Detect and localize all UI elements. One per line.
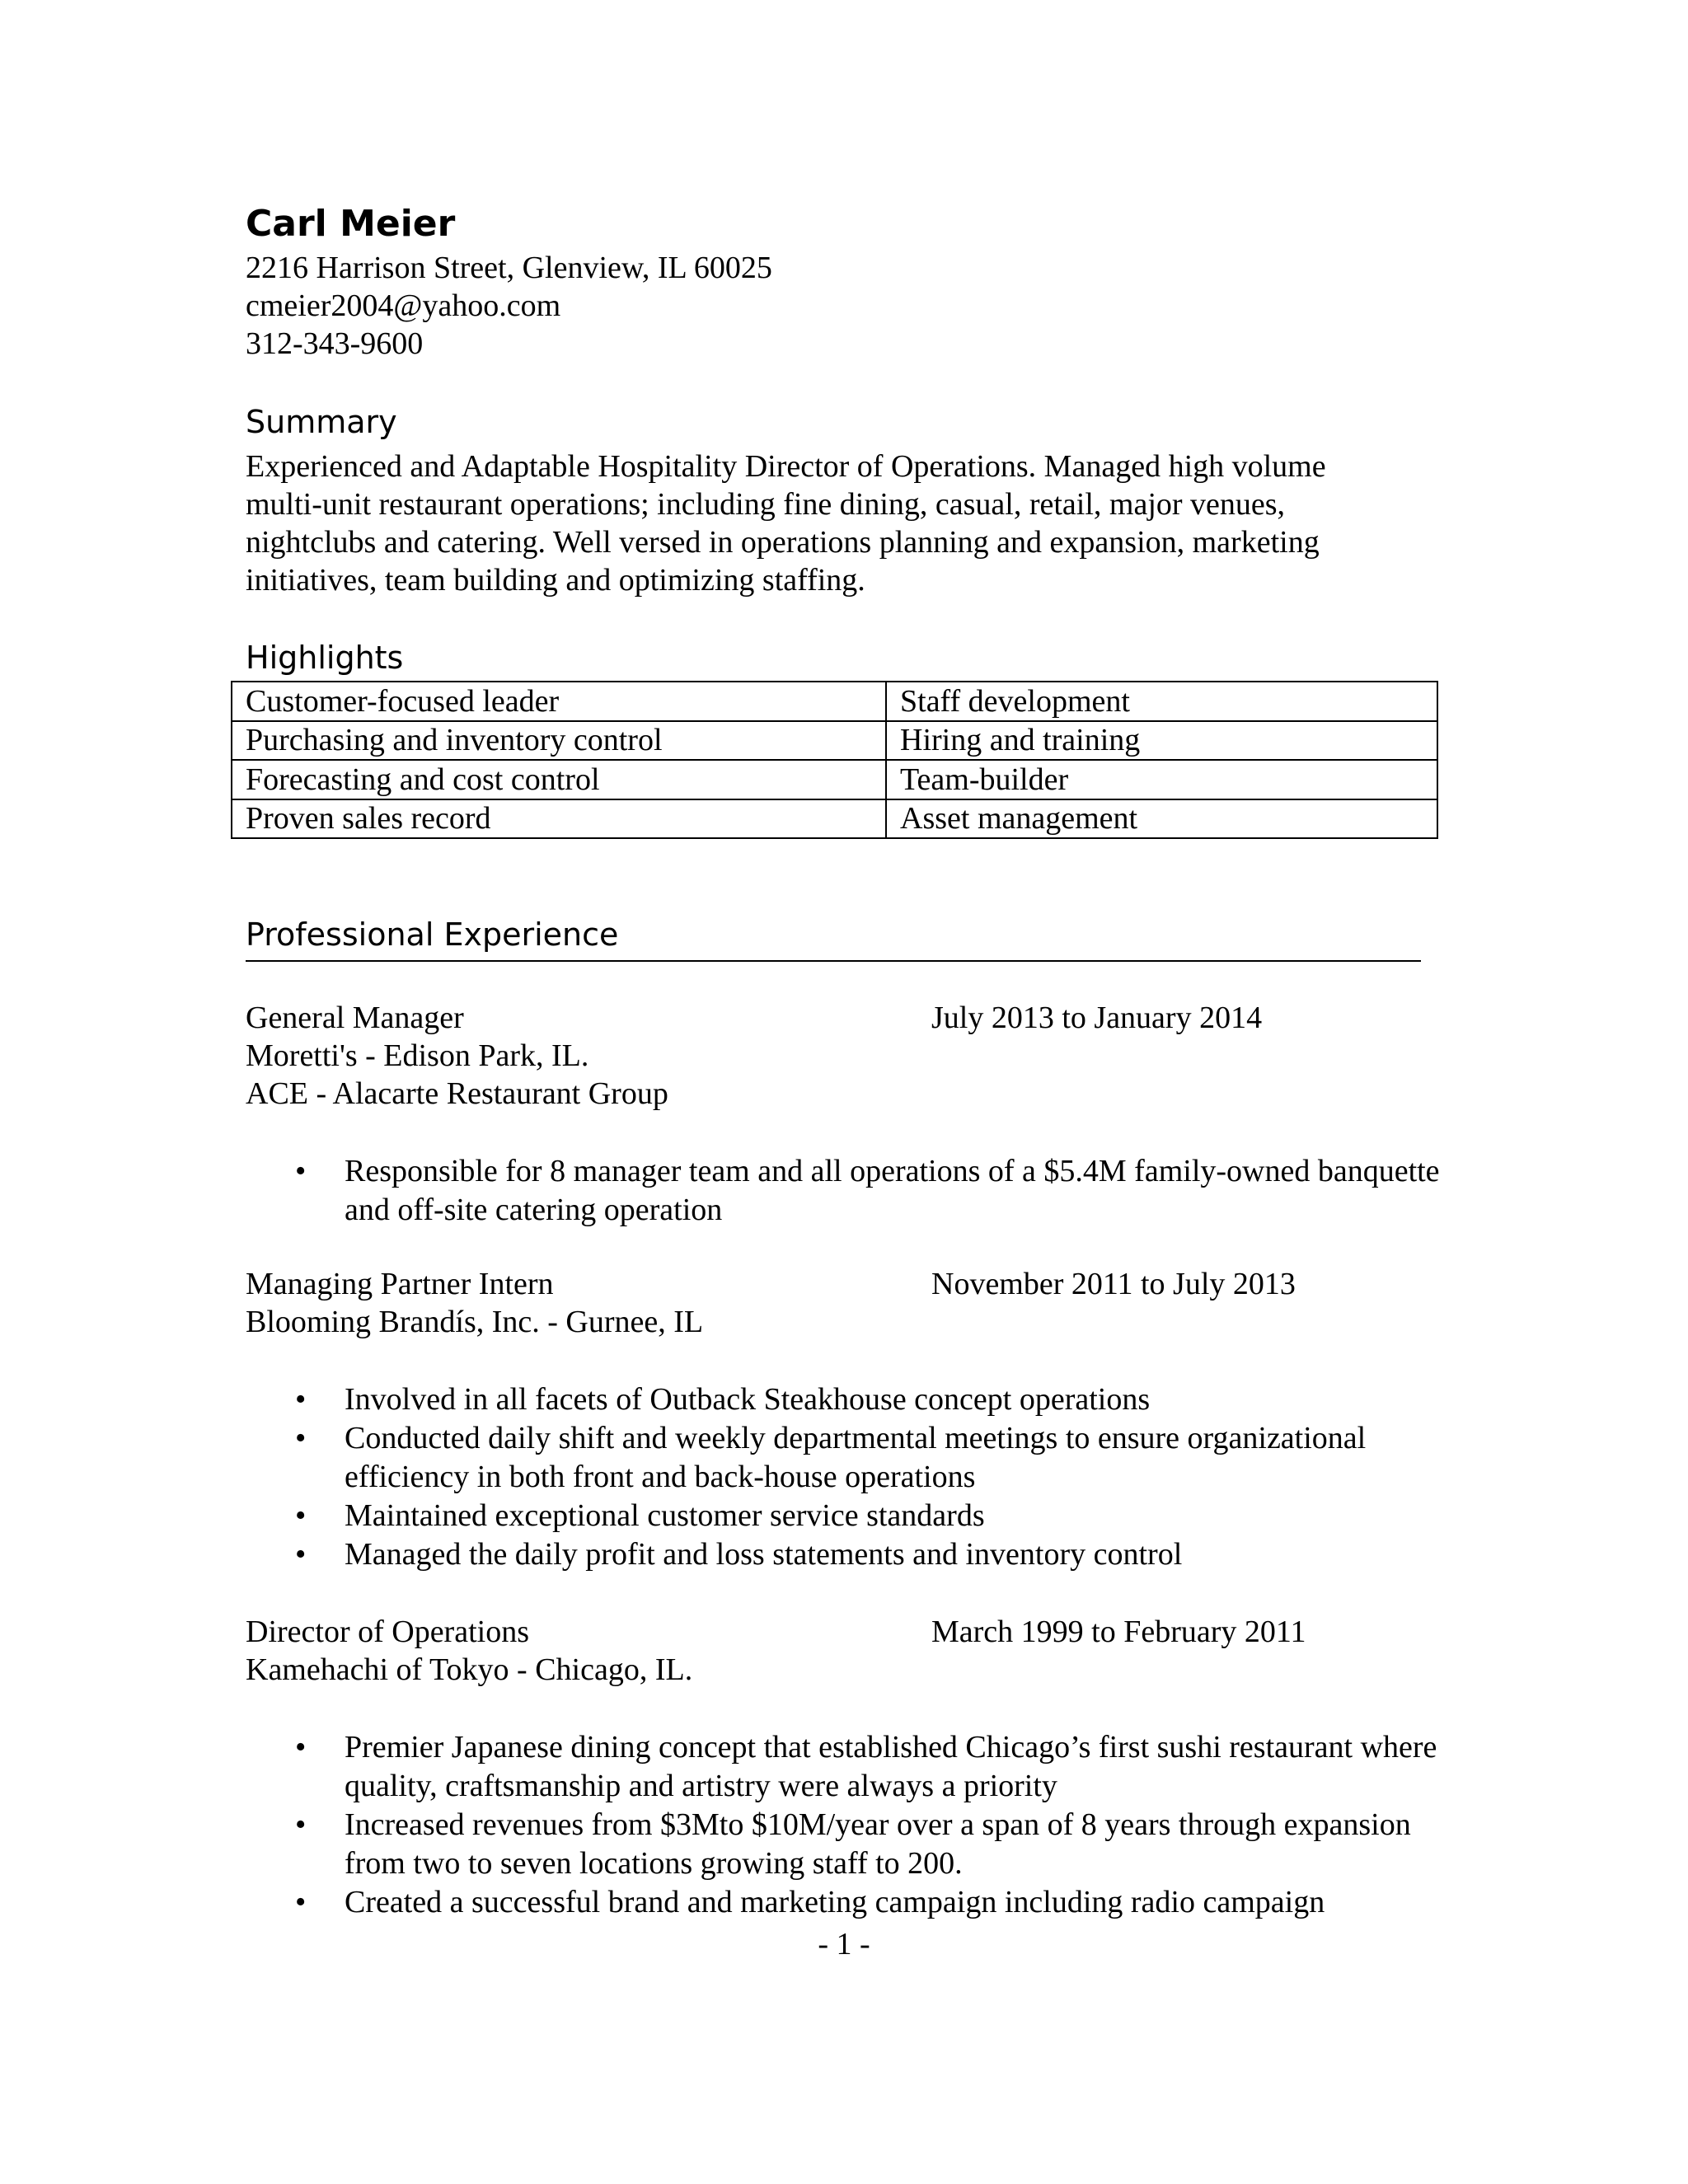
highlights-heading: Highlights — [246, 640, 404, 676]
job-title: Managing Partner Intern — [246, 1267, 554, 1301]
bullet-icon: • — [295, 1807, 307, 1842]
job-bullets — [0, 1380, 1449, 1574]
bullet-icon: • — [295, 1537, 307, 1572]
table-row — [232, 721, 1437, 761]
table-row — [232, 760, 1437, 799]
highlights-table — [231, 681, 1438, 839]
highlight-cell: Purchasing and inventory control — [232, 721, 886, 761]
list-item: • Maintained exceptional customer service standards — [0, 1497, 1449, 1535]
summary-line: Experienced and Adaptable Hospitality Director of Operations. Managed high volume — [246, 449, 1326, 484]
job-dates: November 2011 to July 2013 — [931, 1267, 1296, 1301]
list-item: • Created a successful brand and marketing campaign including radio campaign — [0, 1883, 1449, 1922]
list-item: • Managed the daily profit and loss statements and inventory control — [0, 1535, 1449, 1574]
list-item: • Involved in all facets of Outback Steakhouse concept operations — [0, 1380, 1449, 1419]
highlight-cell: Proven sales record — [232, 799, 886, 839]
contact-block — [246, 249, 772, 363]
list-item: • Responsible for 8 manager team and all operations of a $5.4M family-owned banquette and off-site catering operation — [295, 1154, 1440, 1227]
highlight-cell: Staff development — [886, 682, 1437, 721]
job-bullets — [0, 1152, 1449, 1230]
bullet-icon: • — [295, 1730, 307, 1765]
job-title: Director of Operations — [246, 1615, 529, 1649]
address: 2216 Harrison Street, Glenview, IL 60025 — [246, 251, 772, 285]
phone: 312-343-9600 — [246, 326, 424, 361]
job-company: Moretti's - Edison Park, IL. — [246, 1038, 589, 1073]
table-row — [232, 799, 1437, 839]
highlight-cell: Team-builder — [886, 760, 1437, 799]
list-item: • Conducted daily shift and weekly departmental meetings to ensure organizational efficiency in both front and back-house operations — [295, 1421, 1367, 1494]
bullet-icon: • — [295, 1885, 307, 1919]
job-group: ACE - Alacarte Restaurant Group — [246, 1076, 668, 1111]
summary-line: initiatives, team building and optimizing staffing. — [246, 563, 865, 598]
bullet-icon: • — [295, 1421, 307, 1455]
summary-heading: Summary — [246, 404, 397, 440]
job-company: Blooming Brandís, Inc. - Gurnee, IL — [246, 1305, 704, 1339]
table-row — [232, 682, 1437, 721]
summary-line: multi-unit restaurant operations; including fine dining, casual, retail, major venues, — [246, 487, 1286, 522]
job-company: Kamehachi of Tokyo - Chicago, IL. — [246, 1652, 693, 1687]
section-divider — [246, 960, 1421, 962]
candidate-name: Carl Meier — [246, 203, 456, 245]
summary-text — [246, 448, 1449, 599]
highlight-cell: Forecasting and cost control — [232, 760, 886, 799]
highlight-cell: Asset management — [886, 799, 1437, 839]
job-dates: July 2013 to January 2014 — [931, 1001, 1263, 1035]
bullet-icon: • — [295, 1382, 307, 1417]
summary-line: nightclubs and catering. Well versed in operations planning and expansion, marketing — [246, 525, 1320, 560]
bullet-icon: • — [295, 1154, 307, 1188]
list-item: • Increased revenues from $3Mto $10M/year over a span of 8 years through expansion from two to seven locations growing staff to 200. — [295, 1807, 1411, 1881]
experience-heading: Professional Experience — [246, 916, 619, 953]
page-number: - 1 - — [818, 1927, 870, 1961]
email: cmeier2004@yahoo.com — [246, 288, 561, 323]
bullet-icon: • — [295, 1498, 307, 1533]
job-title: General Manager — [246, 1001, 464, 1035]
job-bullets — [0, 1728, 1449, 1922]
list-item: • Premier Japanese dining concept that established Chicago’s first sushi restaurant where quality, craftsmanship and artistry were always a priority — [295, 1730, 1437, 1803]
highlight-cell: Customer-focused leader — [232, 682, 886, 721]
job-dates: March 1999 to February 2011 — [931, 1615, 1306, 1649]
highlight-cell: Hiring and training — [886, 721, 1437, 761]
